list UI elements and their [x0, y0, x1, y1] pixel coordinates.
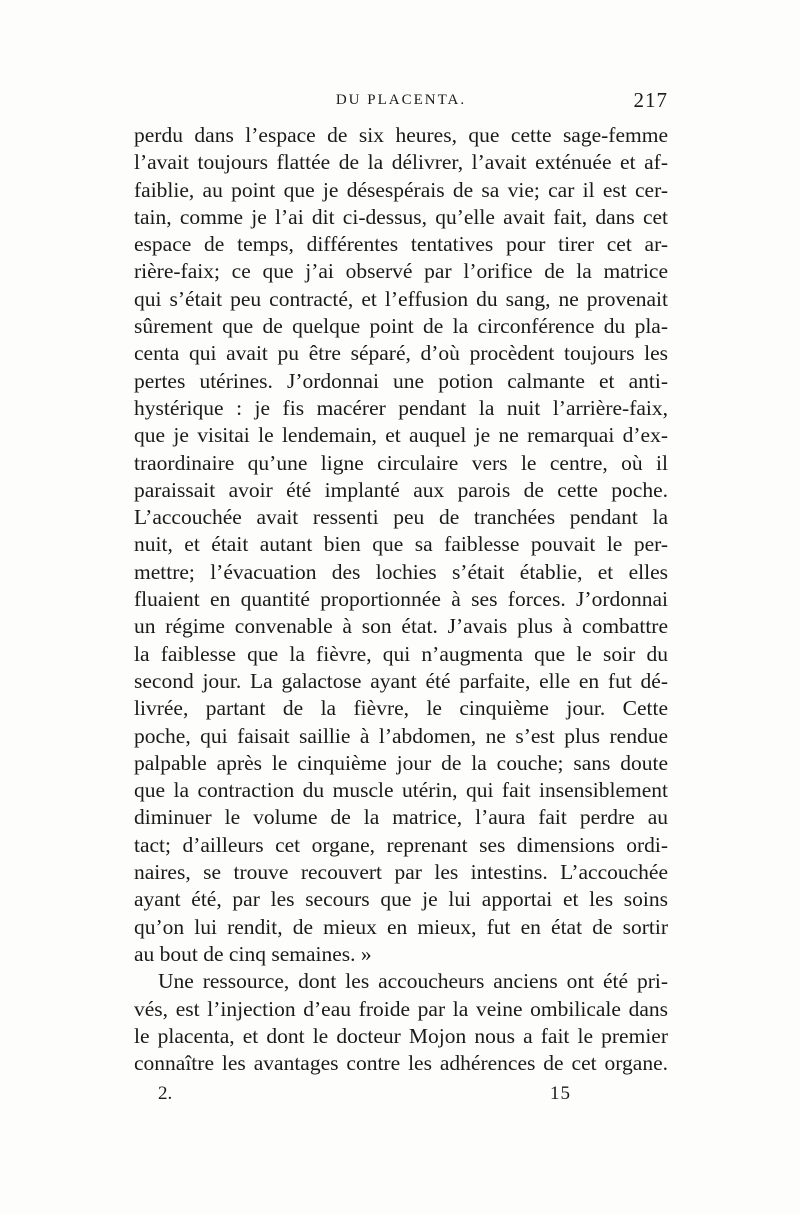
text-line: l’avait toujours flattée de la délivrer, l’avait exténuée et af-	[134, 150, 668, 175]
running-head	[134, 90, 668, 114]
text-line: livrée, partant de la fièvre, le cinquième jour. Cette	[134, 696, 668, 721]
text-line: qu’on lui rendit, de mieux en mieux, fut en état de sortir	[134, 914, 668, 939]
text-line: que je visitai le lendemain, et auquel je ne remarquai d’ex-	[134, 423, 668, 448]
text-line: fluaient en quantité proportionnée à ses forces. J’ordonnai	[134, 587, 668, 612]
text-line: poche, qui faisait saillie à l’abdomen, ne s’est plus rendue	[134, 723, 668, 748]
text-line: le placenta, et dont le docteur Mojon nous a fait le premier	[134, 1023, 668, 1048]
text-line: perdu dans l’espace de six heures, que cette sage-femme	[134, 123, 668, 147]
text-line: qui s’était peu contracté, et l’effusion du sang, ne provenait	[134, 286, 668, 311]
text-line: faiblie, au point que je désespérais de sa vie; car il est cer-	[134, 177, 668, 202]
text-line: palpable après le cinquième jour de la couche; sans doute	[134, 750, 668, 775]
text-line: tain, comme je l’ai dit ci-dessus, qu’elle avait fait, dans cet	[134, 204, 668, 229]
text-line: centa qui avait pu être séparé, d’où procèdent toujours les	[134, 341, 668, 366]
text-line: ayant été, par les secours que je lui apportai et les soins	[134, 887, 668, 912]
text-line: rière-faix; ce que j’ai observé par l’orifice de la matrice	[134, 259, 668, 284]
text-line: tact; d’ailleurs cet organe, reprenant ses dimensions ordi-	[134, 832, 668, 857]
text-line: un régime convenable à son état. J’avais plus à combattre	[134, 614, 668, 639]
text-line: traordinaire qu’une ligne circulaire vers le centre, où il	[134, 450, 668, 475]
text-line: que la contraction du muscle utérin, qui fait insensiblement	[134, 778, 668, 803]
text-line: espace de temps, différentes tentatives pour tirer cet ar-	[134, 232, 668, 257]
text-line: vés, est l’injection d’eau froide par la veine ombilicale dans	[134, 996, 668, 1021]
text-line: sûrement que de quelque point de la circonférence du pla-	[134, 314, 668, 339]
text-line: mettre; l’évacuation des lochies s’était établie, et elles	[134, 559, 668, 584]
text-line: nuit, et était autant bien que sa faiblesse pouvait le per-	[134, 532, 668, 557]
running-title: DU PLACENTA.	[335, 92, 467, 108]
paragraph-end-line: au bout de cinq semaines. »	[134, 941, 372, 966]
text-line: naires, se trouve recouvert par les intestins. L’accouchée	[134, 860, 668, 885]
signature-mark: 2.	[158, 1083, 173, 1104]
sheet-number: 15	[550, 1083, 571, 1104]
paragraph-start-line: Une ressource, dont les accoucheurs anciens ont été pri-	[158, 969, 668, 994]
text-line: second jour. La galactose ayant été parfaite, elle en fut dé-	[134, 668, 668, 693]
text-line: connaître les avantages contre les adhérences de cet organe.	[134, 1051, 668, 1076]
text-line: la faiblesse que la fièvre, qui n’augmenta que le soir du	[134, 641, 668, 666]
page-number: 217	[633, 88, 668, 112]
text-line: diminuer le volume de la matrice, l’aura fait perdre au	[134, 805, 668, 830]
text-line: pertes utérines. J’ordonnai une potion calmante et anti-	[134, 368, 668, 393]
text-line: paraissait avoir été implanté aux parois de cette poche.	[134, 477, 668, 502]
page-footer	[158, 1083, 598, 1111]
body-text	[134, 122, 668, 1077]
text-line: L’accouchée avait ressenti peu de tranchées pendant la	[134, 505, 668, 530]
text-line: hystérique : je fis macérer pendant la nuit l’arrière-faix,	[134, 395, 668, 420]
